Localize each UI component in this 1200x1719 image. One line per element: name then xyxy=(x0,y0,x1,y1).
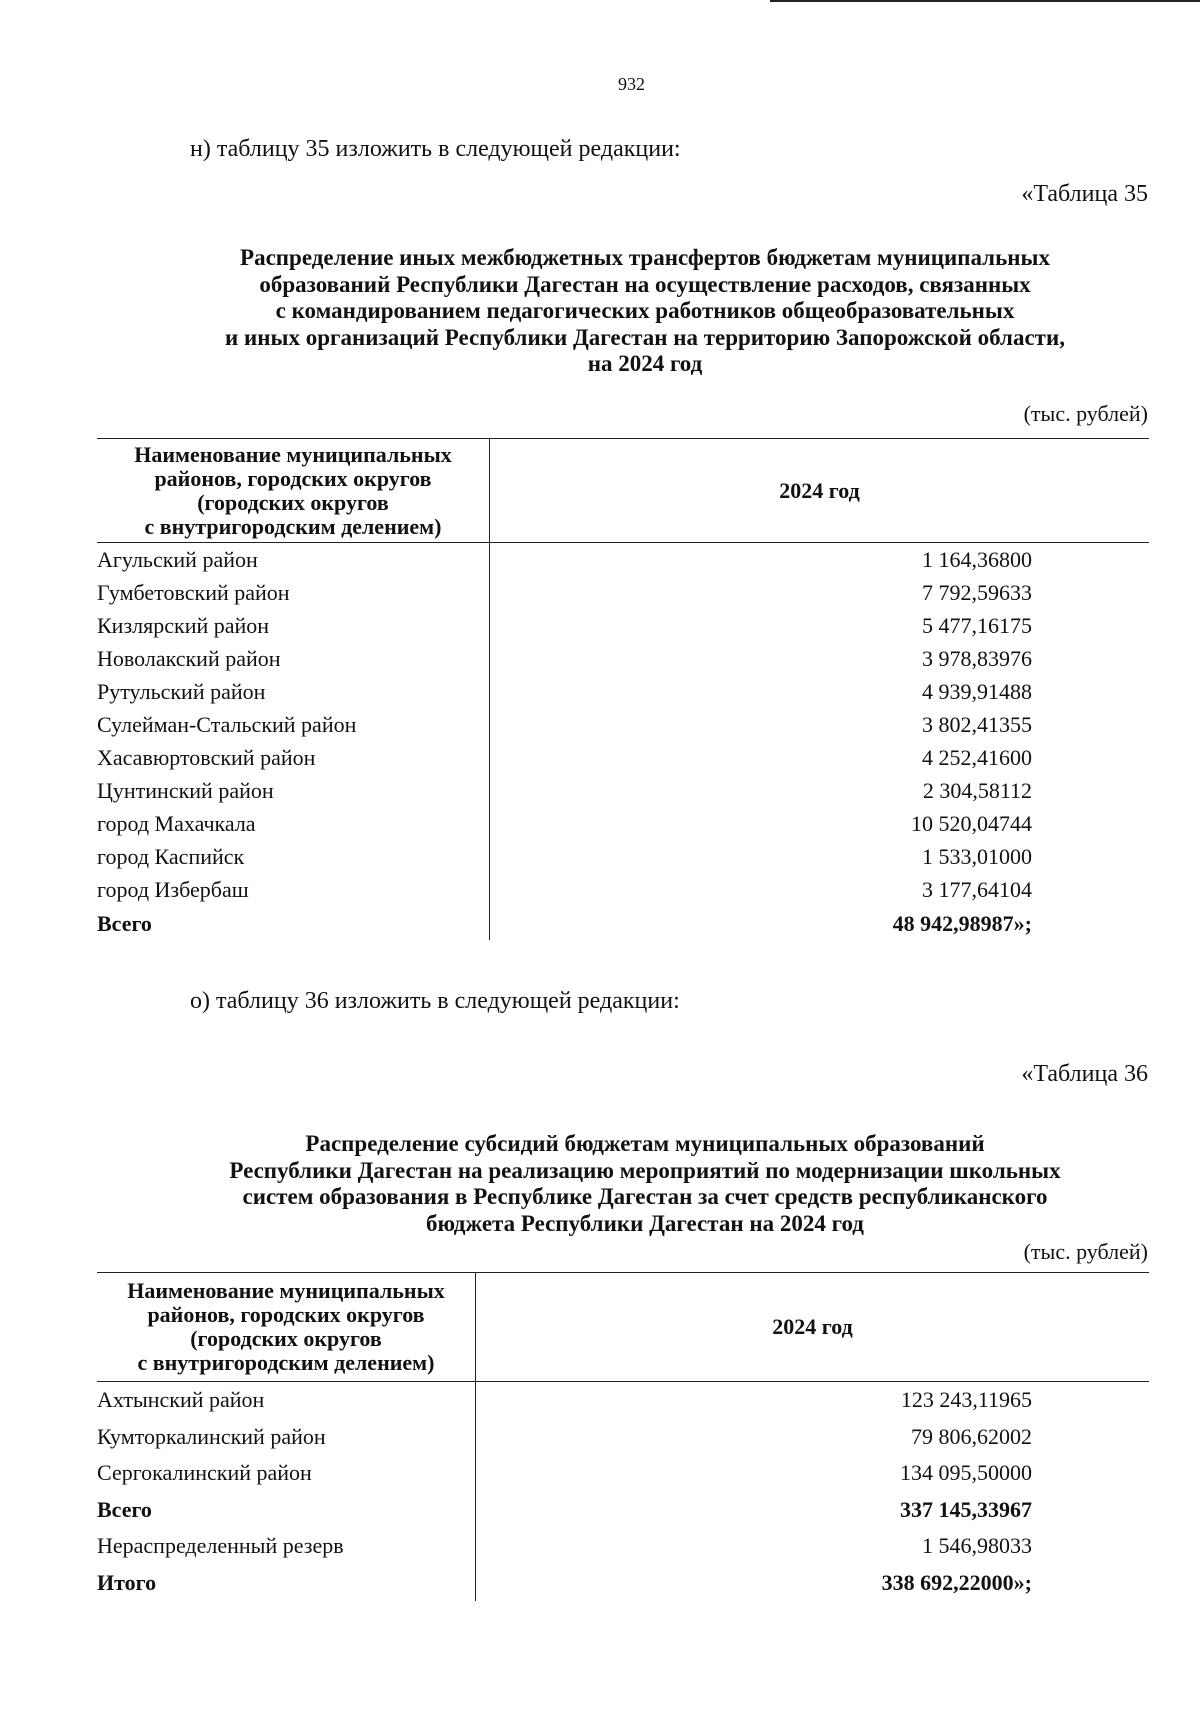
table-row xyxy=(97,576,1149,609)
table-header-row xyxy=(97,439,1149,543)
total-name: Всего xyxy=(97,907,490,940)
heading-line: Распределение иных межбюджетных трансфертов бюджетам муниципальных xyxy=(240,245,1050,270)
row-value: 3 978,83976 xyxy=(922,645,1032,671)
column-header-name xyxy=(97,439,490,543)
header-name-line: Наименование муниципальных xyxy=(134,441,452,467)
row-value: 10 520,04744 xyxy=(911,811,1032,837)
row-name: Гумбетовский район xyxy=(97,576,490,609)
header-name-line: (городских округов xyxy=(190,1326,382,1351)
table-row xyxy=(97,775,1149,808)
row-value: 7 792,59633 xyxy=(922,579,1032,605)
total-value: 48 942,98987»; xyxy=(892,910,1032,936)
table-row xyxy=(97,841,1149,874)
table-36 xyxy=(97,1272,1149,1601)
row-name: Хасавюртовский район xyxy=(97,742,490,775)
table-total-row xyxy=(97,907,1149,940)
row-value: 79 806,62002 xyxy=(911,1423,1032,1449)
table-row xyxy=(97,675,1149,708)
row-value: 3 802,41355 xyxy=(922,712,1032,738)
table-row xyxy=(97,1528,1149,1565)
row-name: Нераспределенный резерв xyxy=(97,1528,476,1565)
table-row xyxy=(97,642,1149,675)
table-row xyxy=(97,1455,1149,1492)
row-name: Кизлярский район xyxy=(97,609,490,642)
table-total-row xyxy=(97,1565,1149,1602)
table-row xyxy=(97,808,1149,841)
heading-line: бюджета Республики Дагестан на 2024 год xyxy=(426,1210,864,1236)
heading-line: систем образования в Республике Дагестан за счет средств республиканского xyxy=(242,1184,1048,1209)
table-35-heading xyxy=(140,245,1150,378)
row-value: 1 533,01000 xyxy=(922,844,1032,870)
row-value: 134 095,50000 xyxy=(900,1460,1032,1486)
header-name-line: районов, городских округов xyxy=(154,465,432,491)
row-name: Цунтинский район xyxy=(97,775,490,808)
total-value: 338 692,22000»; xyxy=(881,1569,1032,1595)
heading-line: Республики Дагестан на реализацию мероприятий по модернизации школьных xyxy=(229,1157,1061,1183)
table-36-label: «Таблица 36 xyxy=(1021,1061,1148,1087)
table-36-units: (тыс. рублей) xyxy=(1023,1239,1148,1264)
table-row xyxy=(97,874,1149,907)
total-value: 337 145,33967 xyxy=(900,1496,1032,1522)
heading-line: и иных организаций Республики Дагестан на территорию Запорожской области, xyxy=(225,324,1065,350)
row-value: 4 939,91488 xyxy=(922,678,1032,704)
heading-line: образований Республики Дагестан на осуществление расходов, связанных xyxy=(259,271,1031,297)
table-35-units: (тыс. рублей) xyxy=(1023,401,1148,426)
heading-line: на 2024 год xyxy=(587,351,703,376)
row-name: Новолакский район xyxy=(97,642,490,675)
row-value: 1 164,36800 xyxy=(922,546,1032,572)
page-number: 932 xyxy=(618,74,645,94)
table-35 xyxy=(97,438,1149,940)
row-name: Ахтынский район xyxy=(97,1382,476,1419)
row-name: Рутульский район xyxy=(97,675,490,708)
table-row xyxy=(97,609,1149,642)
table-36-heading xyxy=(140,1131,1150,1237)
total-name: Всего xyxy=(97,1492,476,1529)
table-row xyxy=(97,1382,1149,1419)
row-name: Кумторкалинский район xyxy=(97,1419,476,1456)
table-header-row xyxy=(97,1273,1149,1382)
row-value: 3 177,64104 xyxy=(922,877,1032,903)
table-row xyxy=(97,1419,1149,1456)
header-name-line: районов, городских округов xyxy=(147,1302,425,1327)
heading-line: с командированием педагогических работников общеобразовательных xyxy=(275,298,1015,323)
table-total-row xyxy=(97,1492,1149,1529)
header-name-line: (городских округов xyxy=(197,489,389,515)
column-header-year: 2024 год xyxy=(490,439,1150,543)
row-name: Сергокалинский район xyxy=(97,1455,476,1492)
header-name-line: с внутригородским делением) xyxy=(144,513,442,539)
row-name: город Каспийск xyxy=(97,841,490,874)
table-row xyxy=(97,543,1149,577)
instruction-table-35: н) таблицу 35 изложить в следующей редакции: xyxy=(190,136,681,162)
row-value: 123 243,11965 xyxy=(900,1387,1032,1413)
table-35-label: «Таблица 35 xyxy=(1021,181,1148,207)
total-name: Итого xyxy=(97,1565,476,1602)
instruction-table-36: о) таблицу 36 изложить в следующей редакции: xyxy=(190,988,680,1014)
table-row xyxy=(97,742,1149,775)
row-name: город Избербаш xyxy=(97,874,490,907)
column-header-year: 2024 год xyxy=(476,1273,1150,1382)
row-value: 4 252,41600 xyxy=(922,745,1032,771)
header-name-line: Наименование муниципальных xyxy=(127,1278,445,1303)
row-name: Агульский район xyxy=(97,543,490,577)
row-name: Сулейман-Стальский район xyxy=(97,708,490,741)
top-rule xyxy=(770,0,1200,2)
row-value: 5 477,16175 xyxy=(922,612,1032,638)
row-name: город Махачкала xyxy=(97,808,490,841)
table-row xyxy=(97,708,1149,741)
row-value: 1 546,98033 xyxy=(922,1533,1032,1559)
row-value: 2 304,58112 xyxy=(922,778,1032,804)
heading-line: Распределение субсидий бюджетам муниципальных образований xyxy=(305,1131,985,1156)
column-header-name xyxy=(97,1273,476,1382)
header-name-line: с внутригородским делением) xyxy=(137,1350,435,1375)
